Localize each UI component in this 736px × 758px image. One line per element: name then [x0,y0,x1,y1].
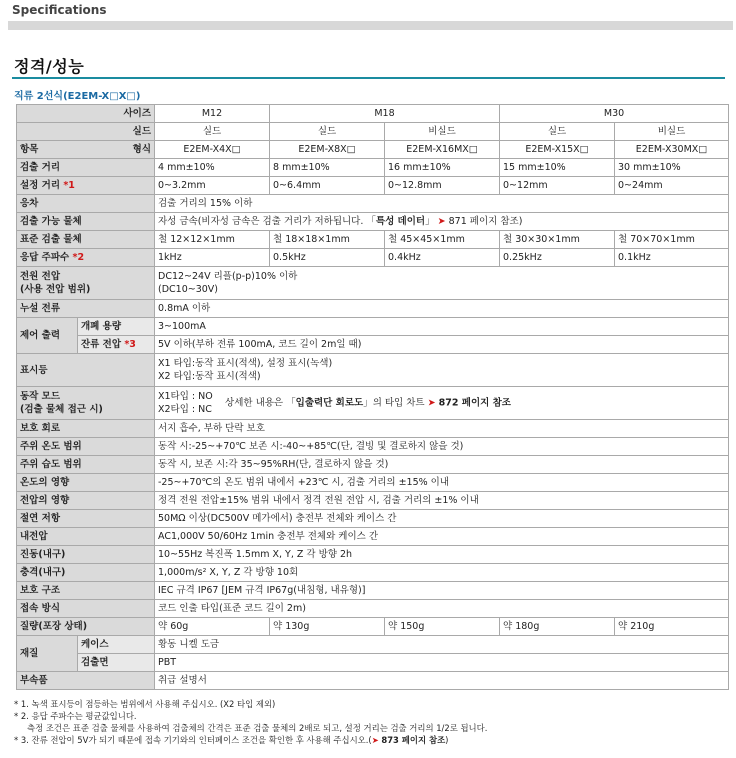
value-text: 상세한 내용은 「 [225,397,296,409]
row-label: 절연 저항 [17,510,155,528]
cell-value: 0.4kHz [385,249,500,267]
cell-value: 15 mm±10% [500,159,615,177]
cell-value: 철 45×45×1mm [385,231,500,249]
page-reference-link[interactable]: 873 페이지 참조 [381,735,446,745]
arrow-right-icon: ➤ [437,216,446,227]
cell-value: 약 210g [615,618,729,636]
cell-value: 검출 거리의 15% 이하 [155,195,729,213]
header-row-size [17,105,729,123]
cell-value: 0.8mA 이하 [155,300,729,318]
shield-type: 비실드 [615,123,729,141]
arrow-right-icon: ➤ [371,735,379,745]
cell-value: 0~12.8mm [385,177,500,195]
shield-type: 비실드 [385,123,500,141]
row-label: 누설 전류 [17,300,155,318]
cell-value: 0.25kHz [500,249,615,267]
corner-type: 형식 [132,144,151,155]
arrow-right-icon: ➤ [427,397,436,409]
cell-value: 1,000m/s² X, Y, Z 각 방향 10회 [155,564,729,582]
group-m12: M12 [155,105,270,123]
row-label: 진동(내구) [17,546,155,564]
row-label-sub: (검출 물체 접근 시) [20,404,103,415]
row-label: 충격(내구) [17,564,155,582]
cell-value: 코드 인출 타입(표준 코드 길이 2m) [155,600,729,618]
row-standard-object [17,231,729,249]
section-header: Specifications [12,3,107,17]
value-line: X2타입 : NC [158,404,212,415]
row-hysteresis [17,195,729,213]
cell-value: 철 12×12×1mm [155,231,270,249]
row-leak-current [17,300,729,318]
header-row-model [17,141,729,159]
cell-value: 0~3.2mm [155,177,270,195]
cell-value: 3~100mA [155,318,729,336]
sub-label: 케이스 [78,636,155,654]
cell-value [155,267,729,300]
footnote-mark: *2 [72,252,85,263]
row-control-output-residual [17,336,729,354]
cell-value: 동작 시:-25~+70℃ 보존 시:-40~+85℃(단, 결빙 및 결로하지 않을 것) [155,438,729,456]
row-label: 전압의 영향 [17,492,155,510]
row-label-cell [17,177,155,195]
cell-value: 동작 시, 보존 시:각 35~95%RH(단, 결로하지 않을 것) [155,456,729,474]
row-protection-structure [17,582,729,600]
cell-value: 1kHz [155,249,270,267]
value-line: X2 타입:동작 표시(적색) [158,371,261,382]
mode-list [158,390,222,416]
group-m18: M18 [270,105,500,123]
cell-value: 취급 설명서 [155,672,729,690]
cell-value: 철 30×30×1mm [500,231,615,249]
cell-value: 약 130g [270,618,385,636]
row-label: 전원 전압 [20,271,61,282]
row-protection-circuit [17,420,729,438]
row-label: 주위 온도 범위 [17,438,155,456]
cell-value: 0~6.4mm [270,177,385,195]
row-label: 동작 모드 [20,391,61,402]
corner-shield: 실드 [17,123,155,141]
sub-label: 개폐 용량 [78,318,155,336]
row-connection [17,600,729,618]
cell-value: 30 mm±10% [615,159,729,177]
shield-type: 실드 [270,123,385,141]
row-indicator [17,354,729,387]
row-response-frequency [17,249,729,267]
row-label: 재질 [17,636,78,672]
row-label-cell [17,387,155,420]
row-label: 검출 가능 물체 [17,213,155,231]
row-shock [17,564,729,582]
value-line: X1 타입:동작 표시(적색), 설정 표시(녹색) [158,358,333,369]
model-name: E2EM-X15X□ [500,141,615,159]
row-label-cell [17,267,155,300]
page-title: 정격/성능 [14,57,85,76]
row-label: 표준 검출 물체 [17,231,155,249]
model-name: E2EM-X30MX□ [615,141,729,159]
row-ambient-temp [17,438,729,456]
row-voltage-influence [17,492,729,510]
corner-item: 항목 [20,144,39,155]
cell-value: 16 mm±10% [385,159,500,177]
model-name: E2EM-X8X□ [270,141,385,159]
sub-label: 검출면 [78,654,155,672]
row-detectable-object [17,213,729,231]
row-label: 응차 [17,195,155,213]
row-temp-influence [17,474,729,492]
page-reference-link[interactable]: 872 페이지 참조 [438,397,511,409]
row-label: 표시등 [17,354,155,387]
row-label: 온도의 영향 [17,474,155,492]
row-label: 보호 구조 [17,582,155,600]
value-text: 」의 타입 차트 [363,397,425,409]
cell-value: 50MΩ 이상(DC500V 메가에서) 충전부 전체와 케이스 간 [155,510,729,528]
footnote-mark: *1 [63,180,75,191]
row-label: 설정 거리 [20,180,61,191]
sub-label-cell [78,336,155,354]
cell-value: 0.5kHz [270,249,385,267]
value-bold: 입출력단 회로도 [295,397,364,409]
value-line: DC12~24V 리플(p-p)10% 이하 [158,271,298,282]
shield-type: 실드 [155,123,270,141]
row-label: 질량(포장 상태) [17,618,155,636]
header-bar [8,21,733,30]
footnote-mark: *3 [124,339,136,350]
footnote-text: * 3. 잔류 전압이 5V가 되기 때문에 접속 기기와의 인터페이스 조건을 확인한 후 사용해 주십시오.( [14,735,372,745]
cell-value [155,213,729,231]
row-label: 검출 거리 [17,159,155,177]
cell-value [155,387,729,420]
title-divider [12,77,725,79]
cell-value: 0~24mm [615,177,729,195]
header-row-shield [17,123,729,141]
row-set-distance [17,177,729,195]
cell-value: 5V 이하(부하 전류 100mA, 코드 길이 2m일 때) [155,336,729,354]
row-material-case [17,636,729,654]
row-control-output-capacity [17,318,729,336]
footnote [14,734,487,746]
cell-value: 철 18×18×1mm [270,231,385,249]
row-accessory [17,672,729,690]
row-insulation [17,510,729,528]
cell-value: 서지 흡수, 부하 단락 보호 [155,420,729,438]
cell-value: 0.1kHz [615,249,729,267]
row-vibration [17,546,729,564]
row-label: 접속 방식 [17,600,155,618]
cell-value: IEC 규격 IP67 [JEM 규격 IP67g(내침형, 내유형)] [155,582,729,600]
page-reference-link[interactable]: 871 페이지 참조) [448,216,523,227]
model-name: E2EM-X16MX□ [385,141,500,159]
table-subtitle: 직류 2선식(E2EM-X□X□) [14,91,141,102]
footnotes [14,698,487,746]
cell-value [155,354,729,387]
value-text: 자성 금속(비자성 금속은 검출 거리가 저하됩니다. 「 [158,216,376,227]
cell-value: 0~12mm [500,177,615,195]
row-material-face [17,654,729,672]
footnote: * 1. 녹색 표시등이 점등하는 범위에서 사용해 주십시오. (X2 타입 제외) [14,699,276,709]
row-label: 응답 주파수 [20,252,70,263]
row-ambient-humidity [17,456,729,474]
value-line: (DC10~30V) [158,284,218,295]
row-label: 내전압 [17,528,155,546]
row-detect-distance [17,159,729,177]
row-label: 주위 습도 범위 [17,456,155,474]
row-label: 보호 회로 [17,420,155,438]
cell-value: 10~55Hz 복진폭 1.5mm X, Y, Z 각 방향 2h [155,546,729,564]
corner-item-type [17,141,155,159]
model-name: E2EM-X4X□ [155,141,270,159]
row-label-cell [17,249,155,267]
footnote-text: ) [445,735,449,745]
group-m30: M30 [500,105,729,123]
footnote: * 2. 응답 주파수는 평균값입니다. [14,711,137,721]
cell-value: -25~+70℃의 온도 범위 내에서 +23℃ 시, 검출 거리의 ±15% 이내 [155,474,729,492]
cell-value: PBT [155,654,729,672]
cell-value: 8 mm±10% [270,159,385,177]
row-label: 제어 출력 [17,318,78,354]
cell-value: 4 mm±10% [155,159,270,177]
corner-size: 사이즈 [17,105,155,123]
shield-type: 실드 [500,123,615,141]
cell-value: 철 70×70×1mm [615,231,729,249]
row-power-voltage [17,267,729,300]
cell-value: 정격 전원 전압±15% 범위 내에서 정격 전원 전압 시, 검출 거리의 ±1% 이내 [155,492,729,510]
row-label: 부속품 [17,672,155,690]
spec-table [16,104,729,690]
cell-value: AC1,000V 50/60Hz 1min 충전부 전체와 케이스 간 [155,528,729,546]
cell-value: 약 150g [385,618,500,636]
value-line: X1타입 : NO [158,391,213,402]
row-operation-mode [17,387,729,420]
row-label-sub: (사용 전압 범위) [20,284,91,295]
footnote: 측정 조건은 표준 검출 물체를 사용하여 검출체의 간격은 표준 검출 물체의 2배로 되고, 설정 거리는 검출 거리의 1/2로 됩니다. [27,723,488,733]
value-text: 」 [425,216,435,227]
value-bold: 특성 데이터 [375,216,426,227]
row-withstand-voltage [17,528,729,546]
cell-value: 약 60g [155,618,270,636]
row-weight [17,618,729,636]
cell-value: 약 180g [500,618,615,636]
cell-value: 황동 니켈 도금 [155,636,729,654]
sub-label: 잔류 전압 [81,339,122,350]
